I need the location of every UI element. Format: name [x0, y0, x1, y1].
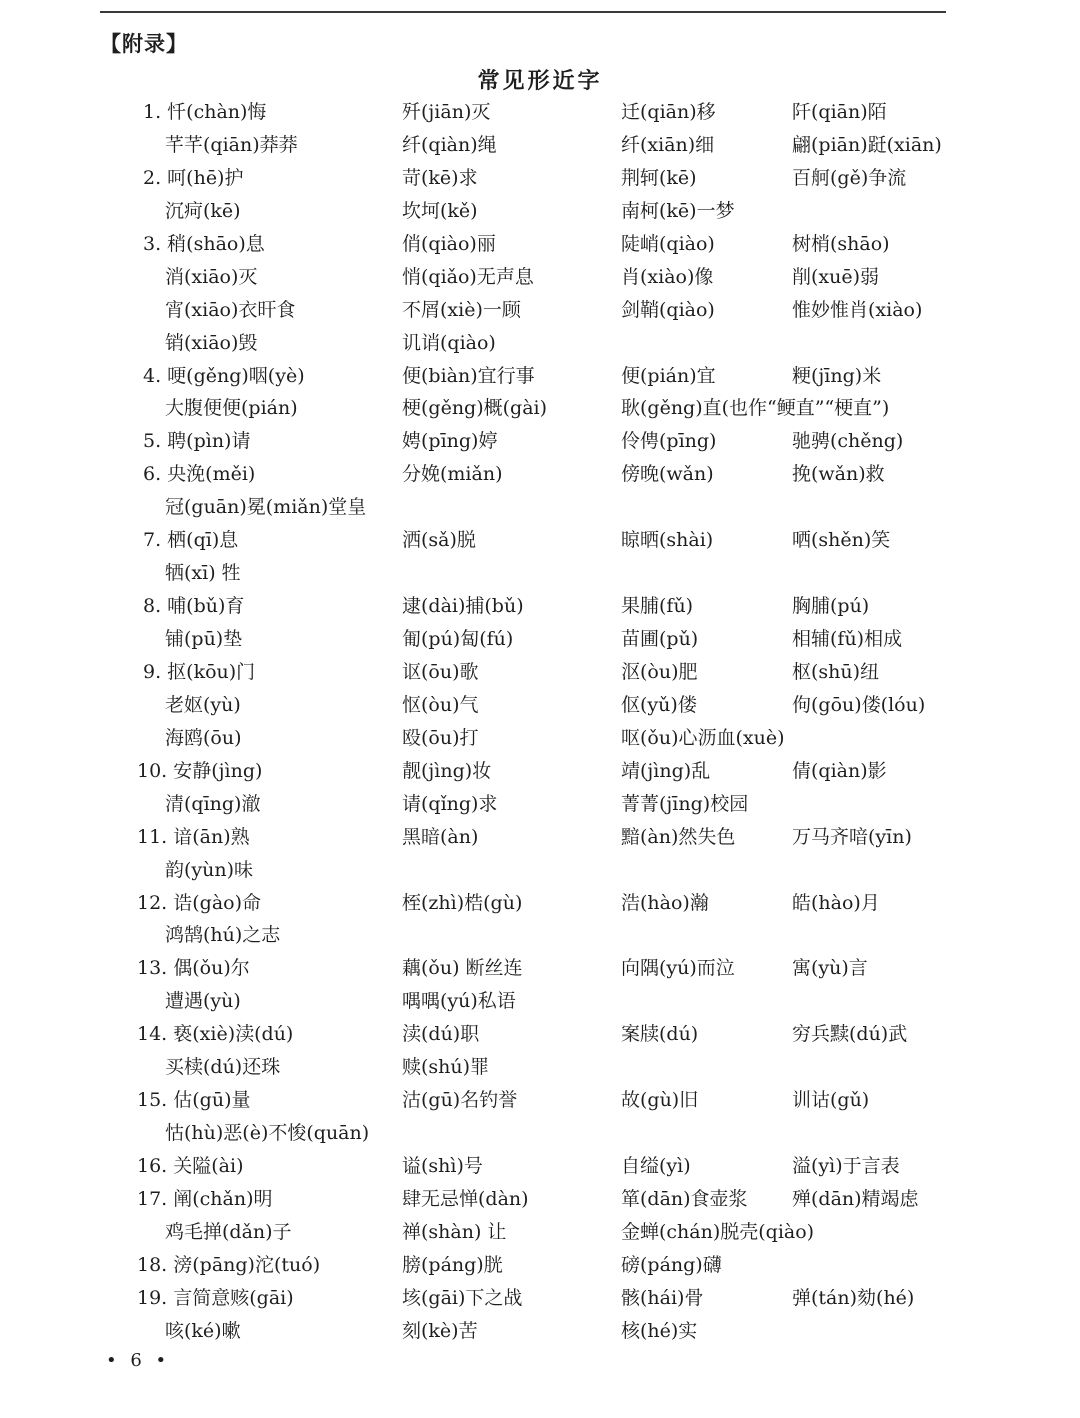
- entry-word: 自缢(yì): [621, 1155, 691, 1177]
- entry-word: 禅(shàn) 让: [402, 1220, 507, 1243]
- entry-word: 藕(ǒu) 断丝连: [402, 957, 523, 980]
- entry-word: 梗(gěng)概(gài): [402, 397, 548, 420]
- entry-word: 箪(dān)食壶浆: [621, 1187, 748, 1210]
- entry-word: 骸(hái)骨: [621, 1286, 704, 1309]
- entry-row: [0, 952, 1080, 985]
- entry-word: 苗圃(pǔ): [621, 628, 699, 650]
- entry-word: 伶俜(pīng): [621, 430, 717, 453]
- entry-word: 匍(pú)匐(fú): [402, 628, 514, 650]
- entry-word: 黑暗(àn): [402, 825, 479, 848]
- entry-word: 便(pián)宜: [621, 364, 716, 387]
- entry-head-word: 3. 稍(shāo)息: [143, 232, 265, 255]
- entry-word: 故(gù)旧: [621, 1089, 699, 1112]
- entry-word: 向隅(yú)而泣: [621, 957, 735, 980]
- entry-head-word: 17. 阐(chǎn)明: [137, 1187, 273, 1210]
- entry-word: 刻(kè)苦: [402, 1319, 478, 1342]
- entry-word: 训诂(gǔ): [792, 1089, 870, 1112]
- entry-word: 讥诮(qiào): [402, 331, 496, 354]
- entry-head-word: 7. 栖(qī)息: [143, 529, 239, 552]
- entry-word: 分娩(miǎn): [402, 463, 503, 486]
- entry-row: [0, 1084, 1080, 1117]
- entry-row: [0, 261, 1080, 294]
- entry-row: [0, 1183, 1080, 1216]
- entry-head-word: 买椟(dú)还珠: [165, 1056, 281, 1079]
- entry-word: 皓(hào)月: [792, 891, 880, 914]
- entry-row: [0, 491, 1080, 524]
- entry-word: 陡峭(qiào): [621, 232, 715, 255]
- entry-word: 穷兵黩(dú)武: [792, 1023, 908, 1046]
- entry-word: 金蝉(chán)脱壳(qiào): [621, 1220, 815, 1243]
- entry-word: 惟妙惟肖(xiào): [792, 298, 923, 321]
- entry-word: 迁(qiān)移: [621, 101, 716, 123]
- entry-head-word: 18. 滂(pāng)沱(tuó): [137, 1253, 321, 1276]
- entry-head-word: 鸿鹄(hú)之志: [165, 924, 281, 947]
- entry-word: 逮(dài)捕(bǔ): [402, 595, 524, 618]
- entry-word: 怄(òu)气: [402, 693, 479, 716]
- entry-head-word: 11. 谙(ān)熟: [137, 825, 250, 848]
- entry-word: 南柯(kē)一梦: [621, 199, 735, 222]
- entry-word: 请(qǐng)求: [402, 792, 498, 815]
- entry-word: 万马齐喑(yīn): [792, 825, 912, 848]
- entry-word: 靖(jìng)乱: [621, 759, 711, 782]
- entry-row: [0, 392, 1080, 425]
- entry-head-word: 1. 忏(chàn)悔: [143, 101, 267, 123]
- entry-head-word: 9. 抠(kōu)门: [143, 660, 256, 683]
- entry-word: 驰骋(chěng): [792, 430, 904, 453]
- entry-head-word: 19. 言简意赅(gāi): [137, 1286, 294, 1309]
- entry-word: 削(xuē)弱: [792, 265, 880, 288]
- entry-row: [0, 1249, 1080, 1282]
- entry-word: 纤(xiān)细: [621, 133, 715, 156]
- entry-row: [0, 425, 1080, 458]
- entry-head-word: 12. 诰(gào)命: [137, 891, 262, 914]
- entry-word: 佝(gōu)偻(lóu): [792, 693, 926, 716]
- entry-head-word: 遭遇(yù): [165, 990, 241, 1013]
- entry-word: 哂(shěn)笑: [792, 529, 891, 552]
- entry-head-word: 铺(pū)垫: [165, 628, 243, 650]
- entry-word: 耿(gěng)直(也作“鲠直”“梗直”): [621, 397, 890, 420]
- entry-word: 弹(tán)劾(hé): [792, 1286, 915, 1309]
- entry-word: 呕(ǒu)心沥血(xuè): [621, 726, 785, 749]
- entry-row: [0, 1150, 1080, 1183]
- entry-row: [0, 1282, 1080, 1315]
- entry-row: [0, 162, 1080, 195]
- entry-word: 歼(jiān)灭: [402, 101, 491, 123]
- top-rule: [100, 11, 946, 13]
- entry-head-word: 芊芊(qiān)莽莽: [165, 133, 298, 156]
- entry-word: 翩(piān)跹(xiān): [792, 133, 942, 156]
- entry-row: [0, 557, 1080, 590]
- entry-word: 寓(yù)言: [792, 957, 868, 980]
- entry-row: [0, 623, 1080, 656]
- entry-word: 坎坷(kě): [402, 199, 478, 222]
- entry-head-word: 消(xiāo)灭: [165, 265, 258, 288]
- entry-head-word: 16. 关隘(ài): [137, 1155, 244, 1177]
- entry-row: [0, 129, 1080, 162]
- entry-word: 洒(sǎ)脱: [402, 529, 476, 552]
- entry-head-word: 5. 聘(pìn)请: [143, 430, 251, 453]
- entry-head-word: 2. 呵(hē)护: [143, 166, 244, 189]
- entry-row: [0, 228, 1080, 261]
- entry-row: [0, 821, 1080, 854]
- entry-head-word: 冠(guān)冕(miǎn)堂皇: [165, 496, 367, 519]
- page-title: 常见形近字: [477, 68, 603, 94]
- entry-word: 粳(jīng)米: [792, 364, 882, 387]
- entry-row: [0, 1315, 1080, 1348]
- entry-head-word: 15. 估(gū)量: [137, 1089, 251, 1112]
- entry-word: 伛(yǔ)偻: [621, 693, 697, 716]
- entry-word: 枢(shū)纽: [792, 660, 880, 683]
- entry-word: 垓(gāi)下之战: [402, 1286, 523, 1309]
- entry-row: [0, 1216, 1080, 1249]
- entry-word: 渎(dú)职: [402, 1023, 480, 1046]
- entry-head-word: 沉疴(kē): [165, 199, 241, 222]
- entry-word: 赎(shú)罪: [402, 1056, 490, 1079]
- entry-word: 苛(kē)求: [402, 166, 478, 189]
- entry-row: [0, 327, 1080, 360]
- entry-head-word: 销(xiāo)毁: [165, 331, 258, 354]
- entry-word: 娉(pīng)婷: [402, 430, 498, 453]
- entry-word: 肆无忌惮(dàn): [402, 1187, 529, 1210]
- entry-word: 倩(qiàn)影: [792, 759, 887, 782]
- entry-word: 果脯(fǔ): [621, 595, 694, 618]
- entry-row: [0, 590, 1080, 623]
- entry-word: 胸脯(pú): [792, 595, 870, 618]
- entry-word: 膀(páng)胱: [402, 1253, 503, 1276]
- entry-head-word: 怙(hù)恶(è)不悛(quān): [165, 1122, 370, 1145]
- entry-row: [0, 985, 1080, 1018]
- entry-word: 晾晒(shài): [621, 529, 714, 552]
- entry-head-word: 10. 安静(jìng): [137, 759, 263, 782]
- entry-word: 百舸(gě)争流: [792, 166, 907, 189]
- entry-row: [0, 1018, 1080, 1051]
- entry-head-word: 6. 央浼(měi): [143, 463, 256, 486]
- entry-row: [0, 788, 1080, 821]
- entry-head-word: 宵(xiāo)衣旰食: [165, 298, 296, 321]
- entry-head-word: 清(qīng)澈: [165, 792, 261, 815]
- entry-row: [0, 689, 1080, 722]
- entry-list: [0, 96, 1080, 1348]
- entry-word: 桎(zhì)梏(gù): [402, 891, 523, 914]
- entry-row: [0, 96, 1080, 129]
- entry-head-word: 4. 哽(gěng)咽(yè): [143, 364, 305, 387]
- entry-row: [0, 919, 1080, 952]
- entry-row: [0, 722, 1080, 755]
- entry-row: [0, 1051, 1080, 1084]
- entry-head-word: 大腹便便(pián): [165, 397, 298, 420]
- entry-head-word: 14. 亵(xiè)渎(dú): [137, 1023, 294, 1046]
- entry-row: [0, 887, 1080, 920]
- entry-head-word: 13. 偶(ǒu)尔: [137, 957, 250, 980]
- entry-word: 阡(qiān)陌: [792, 101, 887, 123]
- entry-head-word: 韵(yùn)味: [165, 858, 254, 881]
- entry-word: 谥(shì)号: [402, 1155, 483, 1177]
- entry-word: 荆轲(kē): [621, 166, 697, 189]
- entry-head-word: 海鸥(ōu): [165, 726, 242, 749]
- entry-word: 傍晚(wǎn): [621, 463, 714, 486]
- entry-word: 肖(xiào)像: [621, 265, 714, 288]
- entry-word: 不屑(xiè)一顾: [402, 298, 521, 321]
- entry-head-word: 咳(ké)嗽: [165, 1319, 241, 1342]
- entry-head-word: 鸡毛掸(dǎn)子: [165, 1220, 292, 1243]
- entry-word: 靓(jìng)妆: [402, 759, 492, 782]
- entry-word: 菁菁(jīng)校园: [621, 792, 749, 815]
- entry-word: 沤(òu)肥: [621, 660, 698, 683]
- entry-word: 殴(ōu)打: [402, 726, 479, 749]
- entry-row: [0, 656, 1080, 689]
- entry-row: [0, 294, 1080, 327]
- page-number: • 6 •: [106, 1350, 171, 1371]
- entry-word: 纤(qiàn)绳: [402, 133, 497, 156]
- entry-word: 树梢(shāo): [792, 232, 890, 255]
- entry-row: [0, 195, 1080, 228]
- entry-word: 磅(páng)礴: [621, 1253, 722, 1276]
- entry-word: 沽(gū)名钓誉: [402, 1089, 518, 1112]
- entry-row: [0, 854, 1080, 887]
- entry-row: [0, 458, 1080, 491]
- entry-word: 浩(hào)瀚: [621, 891, 709, 914]
- entry-row: [0, 524, 1080, 557]
- entry-head-word: 老妪(yù): [165, 693, 241, 716]
- entry-word: 讴(ōu)歌: [402, 660, 479, 683]
- entry-word: 黯(àn)然失色: [621, 825, 736, 848]
- section-label: 【附录】: [100, 31, 188, 56]
- entry-row: [0, 755, 1080, 788]
- entry-word: 殚(dān)精竭虑: [792, 1187, 919, 1210]
- entry-word: 悄(qiǎo)无声息: [402, 265, 534, 288]
- entry-row: [0, 360, 1080, 393]
- entry-row: [0, 1117, 1080, 1150]
- entry-word: 便(biàn)宜行事: [402, 364, 535, 387]
- entry-word: 喁喁(yú)私语: [402, 990, 516, 1013]
- entry-head-word: 牺(xī) 牲: [165, 562, 241, 585]
- entry-word: 相辅(fǔ)相成: [792, 628, 903, 650]
- entry-word: 溢(yì)于言表: [792, 1155, 900, 1177]
- entry-word: 案牍(dú): [621, 1023, 699, 1046]
- entry-word: 俏(qiào)丽: [402, 232, 496, 255]
- entry-word: 挽(wǎn)救: [792, 463, 885, 486]
- entry-word: 核(hé)实: [621, 1319, 698, 1342]
- entry-word: 剑鞘(qiào): [621, 298, 715, 321]
- entry-head-word: 8. 哺(bǔ)育: [143, 595, 245, 618]
